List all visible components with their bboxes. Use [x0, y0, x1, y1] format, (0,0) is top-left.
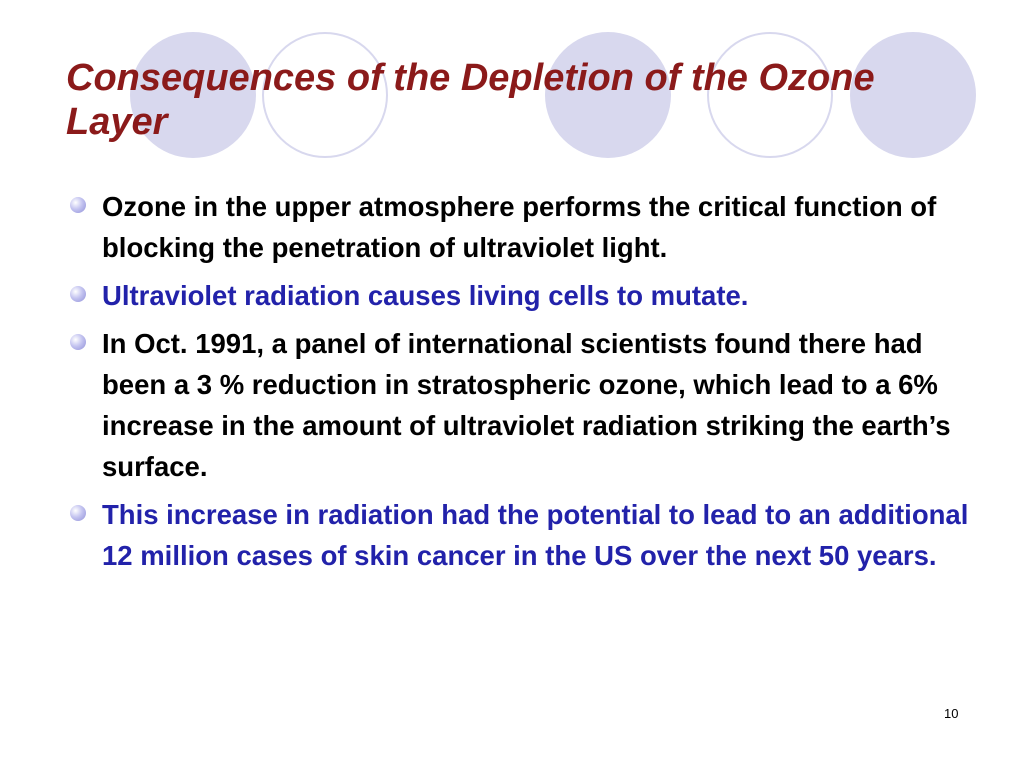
bullet-icon — [70, 334, 86, 350]
bullet-item — [70, 186, 970, 268]
slide-title: Consequences of the Depletion of the Ozone Layer — [66, 57, 875, 143]
bullet-icon — [70, 197, 86, 213]
bullet-text: Ozone in the upper atmosphere performs the critical function of blocking the penetration of ultraviolet light. — [102, 191, 937, 263]
bullet-item — [70, 323, 970, 487]
bullet-text: In Oct. 1991, a panel of international scientists found there had been a 3 % reduction in stratospheric ozone, which lead to a 6% increase in the amount of ultraviolet radiation striking the earth’s surface. — [102, 328, 951, 482]
bullet-icon — [70, 505, 86, 521]
bullet-item — [70, 275, 970, 316]
bullet-icon — [70, 286, 86, 302]
page-number: 10 — [944, 706, 959, 721]
bullet-list — [70, 186, 970, 583]
bullet-item — [70, 494, 970, 576]
bullet-text: Ultraviolet radiation causes living cells to mutate. — [102, 280, 749, 311]
bullet-text: This increase in radiation had the potential to lead to an additional 12 million cases of skin cancer in the US over the next 50 years. — [102, 499, 969, 571]
